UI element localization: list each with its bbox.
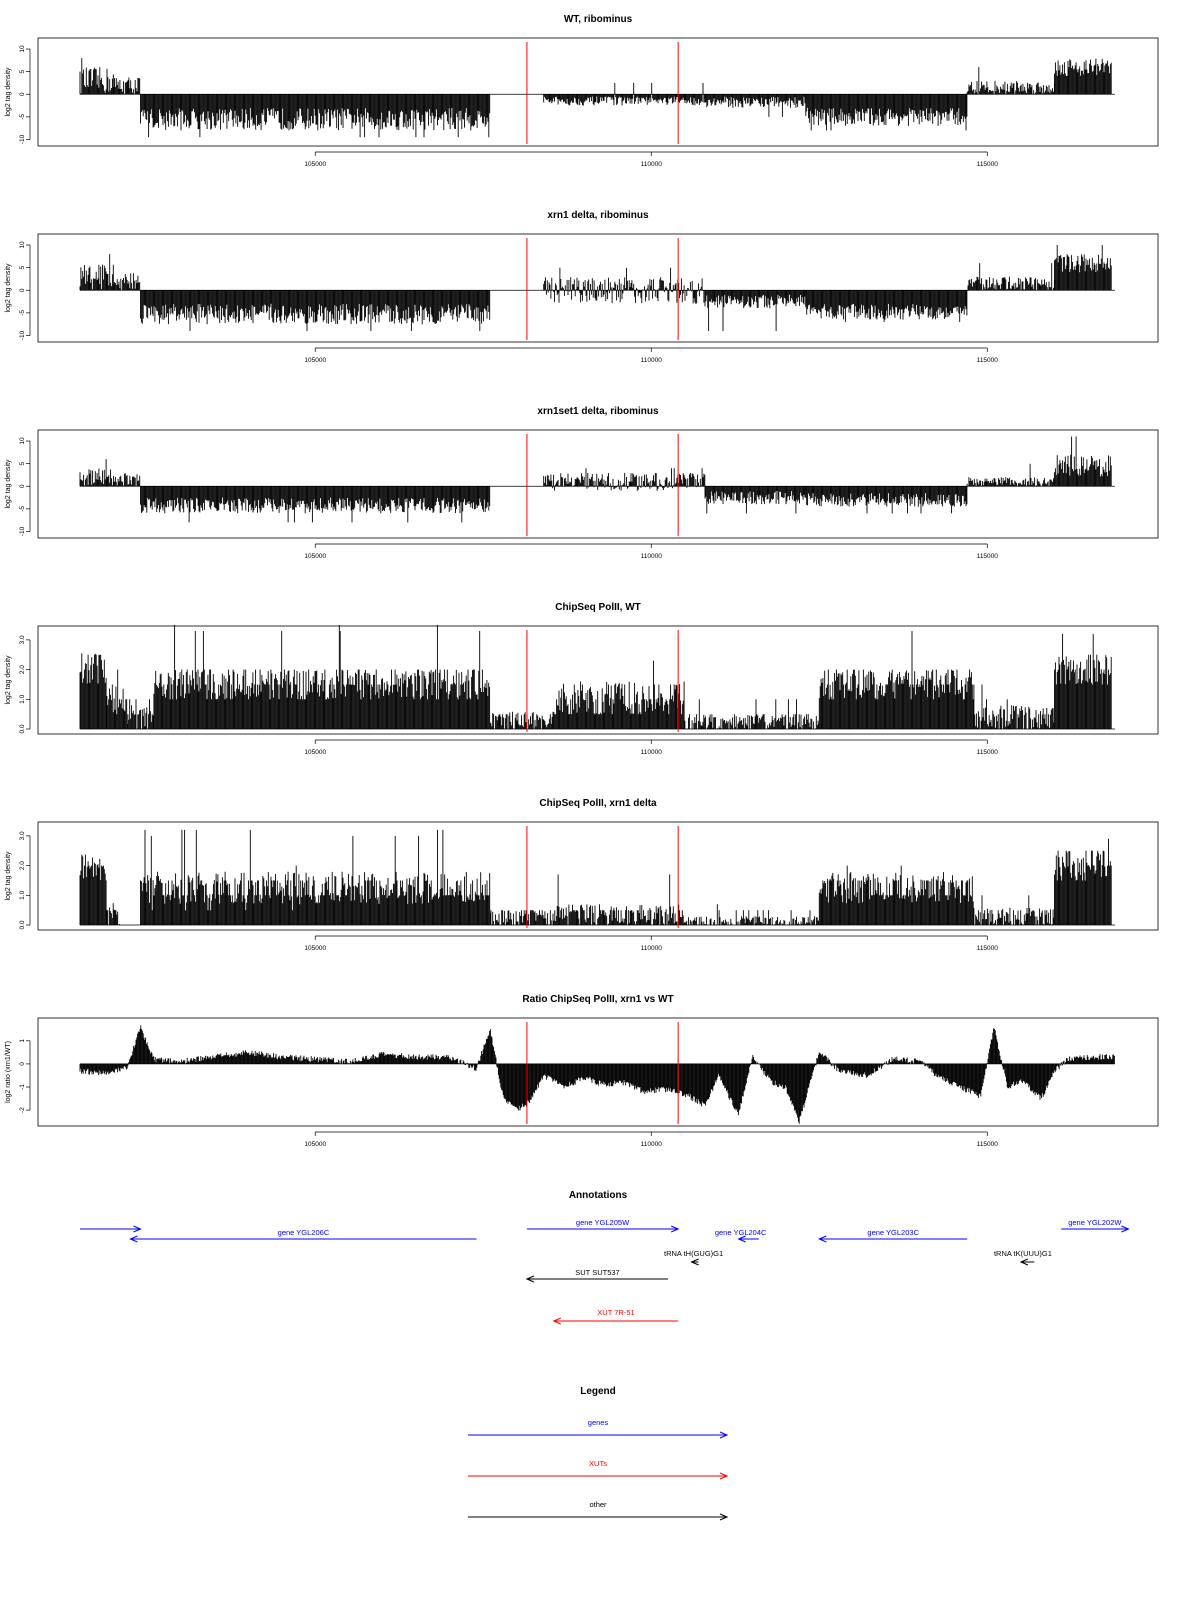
bar-series (80, 830, 1111, 925)
y-tick-label: 5 (19, 461, 26, 466)
x-tick-label: 110000 (640, 161, 662, 168)
y-tick-label: 10 (19, 241, 26, 249)
chart-title: xrn1 delta, ribominus (547, 210, 649, 221)
x-tick-label: 105000 (304, 161, 327, 168)
y-axis-label: log2 tag density (5, 459, 12, 509)
bar-series (80, 245, 1111, 331)
y-tick-label: 0 (19, 288, 26, 293)
x-tick-label: 110000 (640, 749, 662, 756)
y-tick-label: 0.0 (19, 724, 26, 734)
x-tick-label: 105000 (304, 553, 327, 560)
y-tick-label: 0 (19, 92, 26, 97)
y-tick-label: 5 (19, 265, 26, 270)
y-tick-label: 2.0 (19, 861, 26, 871)
x-tick-label: 110000 (640, 945, 662, 952)
y-tick-label: 0.0 (19, 920, 26, 930)
chart-title: ChipSeq PolII, WT (555, 602, 641, 613)
chart-title: xrn1set1 delta, ribominus (537, 406, 659, 417)
chart-panel-5 (5, 798, 1158, 952)
chart-panel-4 (5, 602, 1158, 756)
y-tick-label: 1.0 (19, 890, 26, 900)
x-tick-label: 105000 (304, 945, 327, 952)
y-tick-label: -5 (19, 505, 26, 512)
chart-panel-3 (5, 406, 1158, 560)
y-tick-label: -5 (19, 113, 26, 120)
chart-panel-1 (5, 14, 1158, 168)
y-tick-label: 0 (19, 484, 26, 489)
bar-series (80, 625, 1111, 729)
y-axis-label: log2 tag density (5, 263, 12, 313)
y-tick-label: 10 (19, 437, 26, 445)
bar-series (80, 58, 1111, 137)
y-tick-label: 3.0 (19, 831, 26, 841)
y-tick-label: 3.0 (19, 635, 26, 645)
bar-series (80, 437, 1111, 523)
y-tick-label: -10 (19, 134, 26, 145)
x-tick-label: 115000 (976, 945, 998, 952)
y-tick-label: -10 (19, 526, 26, 537)
y-tick-label: 5 (19, 69, 26, 74)
y-tick-label: 10 (19, 45, 26, 53)
y-tick-label: -5 (19, 309, 26, 316)
x-tick-label: 110000 (640, 553, 662, 560)
x-tick-label: 115000 (976, 161, 998, 168)
y-tick-label: -10 (19, 330, 26, 341)
x-tick-label: 105000 (304, 357, 327, 364)
chart-panel-2 (5, 210, 1158, 364)
y-axis-label: log2 tag density (5, 851, 12, 901)
chart-title: WT, ribominus (563, 14, 633, 25)
x-tick-label: 105000 (304, 749, 327, 756)
x-tick-label: 115000 (976, 357, 998, 364)
x-tick-label: 110000 (640, 357, 662, 364)
y-tick-label: 2.0 (19, 665, 26, 675)
chart-title: ChipSeq PolII, xrn1 delta (539, 798, 657, 809)
y-axis-label: log2 tag density (5, 655, 12, 705)
x-tick-label: 115000 (976, 553, 998, 560)
y-tick-label: 1.0 (19, 694, 26, 704)
y-axis-label: log2 tag density (5, 67, 12, 117)
x-tick-label: 115000 (976, 749, 998, 756)
